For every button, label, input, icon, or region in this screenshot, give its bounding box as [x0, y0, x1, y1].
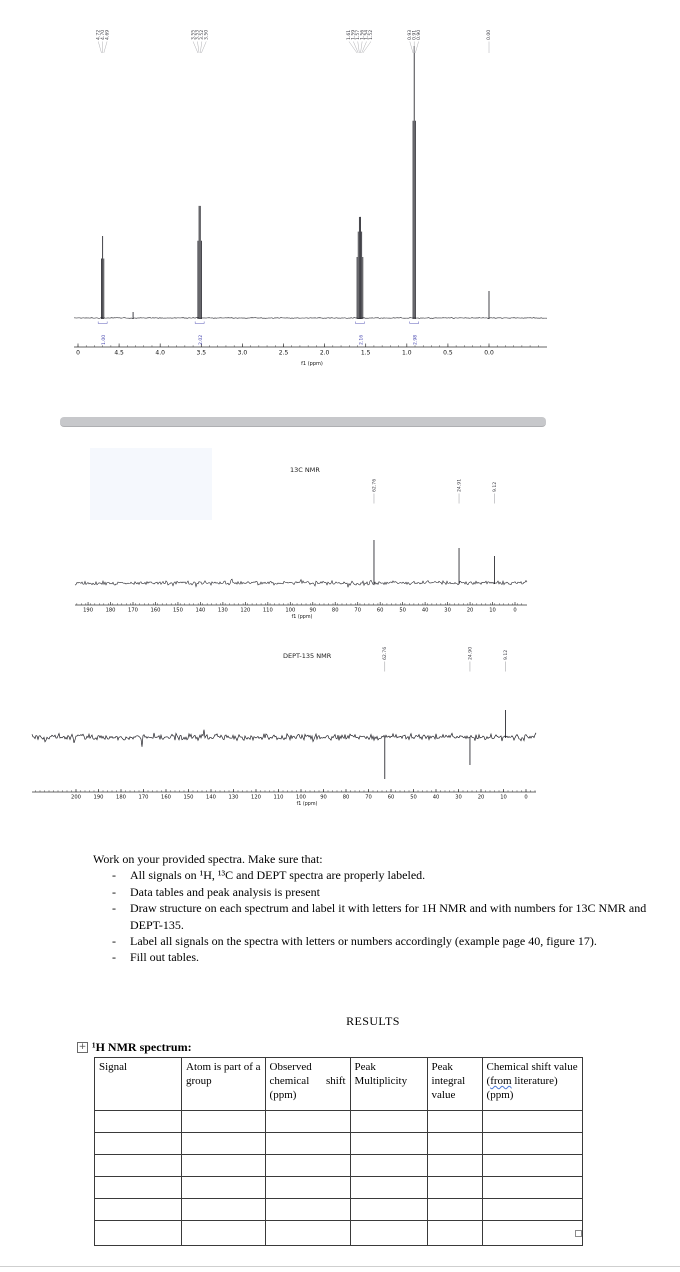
svg-text:0.90: 0.90 [416, 29, 422, 40]
table-row [95, 1177, 583, 1199]
svg-text:1.0: 1.0 [402, 349, 412, 357]
svg-text:3.50: 3.50 [204, 29, 210, 40]
svg-text:9.12: 9.12 [503, 649, 509, 660]
table-cell[interactable] [265, 1155, 350, 1177]
svg-text:190: 190 [83, 607, 94, 614]
table-cell[interactable] [427, 1111, 482, 1133]
svg-text:200: 200 [71, 794, 81, 801]
svg-text:0.5: 0.5 [443, 349, 453, 357]
table-row [95, 1133, 583, 1155]
column-header-literature-shift: Chemical shift value (from literature) (ppm) [482, 1058, 582, 1111]
svg-text:10: 10 [500, 794, 507, 801]
svg-text:0: 0 [76, 349, 80, 357]
column-header-observed-shift: Observed chemical shift (ppm) [265, 1058, 350, 1111]
svg-text:3.52: 3.52 [200, 29, 206, 40]
svg-text:1.00: 1.00 [102, 334, 108, 345]
svg-text:1.5: 1.5 [360, 349, 371, 357]
column-header-multiplicity: Peak Multiplicity [350, 1058, 427, 1111]
table-cell[interactable] [350, 1133, 427, 1155]
svg-text:3.53: 3.53 [195, 29, 201, 40]
table-row [95, 1199, 583, 1221]
table-row [95, 1155, 583, 1177]
table-cell[interactable] [482, 1221, 582, 1246]
svg-text:62.76: 62.76 [383, 646, 389, 660]
h1-table-caption: ¹H NMR spectrum: [92, 1040, 192, 1054]
c13-nmr-title: 13C NMR [290, 466, 320, 474]
svg-text:20: 20 [466, 607, 474, 614]
svg-text:40: 40 [421, 607, 429, 614]
table-cell[interactable] [350, 1155, 427, 1177]
table-cell[interactable] [95, 1177, 182, 1199]
svg-text:30: 30 [444, 607, 451, 614]
table-cell[interactable] [95, 1199, 182, 1221]
table-cell[interactable] [182, 1155, 266, 1177]
svg-text:60: 60 [387, 794, 395, 801]
svg-text:9.12: 9.12 [492, 481, 498, 492]
svg-text:4.72: 4.72 [96, 29, 102, 40]
svg-text:3.55: 3.55 [191, 29, 197, 40]
svg-text:1.59: 1.59 [351, 29, 357, 40]
table-row [95, 1111, 583, 1133]
svg-text:160: 160 [161, 794, 171, 801]
svg-text:30: 30 [455, 794, 462, 801]
table-cell[interactable] [182, 1177, 266, 1199]
svg-text:90: 90 [320, 794, 327, 801]
svg-text:0: 0 [513, 607, 517, 614]
table-cell[interactable] [427, 1133, 482, 1155]
svg-text:24.91: 24.91 [457, 478, 463, 492]
svg-text:20: 20 [477, 794, 485, 801]
results-heading: RESULTS [346, 1014, 400, 1028]
svg-text:1.54: 1.54 [364, 29, 370, 40]
svg-text:10: 10 [489, 607, 496, 614]
page-edge-divider [0, 1266, 680, 1267]
svg-text:4.5: 4.5 [114, 349, 124, 357]
table-cell[interactable] [182, 1199, 266, 1221]
table-cell[interactable] [95, 1111, 182, 1133]
table-cell[interactable] [182, 1133, 266, 1155]
svg-text:4.0: 4.0 [155, 349, 165, 357]
table-cell[interactable] [482, 1133, 582, 1155]
svg-text:0.93: 0.93 [407, 29, 413, 40]
svg-text:120: 120 [240, 607, 251, 614]
svg-text:1.57: 1.57 [355, 29, 361, 40]
svg-text:0: 0 [524, 794, 528, 801]
table-cell[interactable] [427, 1199, 482, 1221]
svg-text:0.00: 0.00 [487, 29, 493, 40]
svg-text:4.69: 4.69 [105, 29, 111, 40]
svg-text:1.52: 1.52 [369, 29, 375, 40]
instruction-bullet: - Draw structure on each spectrum and label it with letters for 1H NMR and with numbers for 13C NMR and DEPT-135. [112, 901, 647, 932]
svg-text:50: 50 [410, 794, 417, 801]
table-cell[interactable] [427, 1221, 482, 1246]
svg-text:2.16: 2.16 [359, 334, 365, 345]
svg-text:80: 80 [331, 607, 339, 614]
table-header-row [95, 1058, 583, 1111]
table-cell[interactable] [427, 1177, 482, 1199]
page-separator-bar [60, 417, 546, 427]
table-cell[interactable] [482, 1111, 582, 1133]
svg-text:80: 80 [342, 794, 350, 801]
instructions-intro: Work on your provided spectra. Make sure that: [93, 852, 323, 866]
table-cell[interactable] [482, 1177, 582, 1199]
svg-text:2.5: 2.5 [278, 349, 289, 357]
svg-text:150: 150 [183, 794, 194, 801]
table-row [95, 1221, 583, 1246]
dept-nmr-spectrum-plot [20, 624, 565, 812]
svg-text:2.98: 2.98 [413, 334, 419, 345]
svg-text:70: 70 [354, 607, 362, 614]
svg-text:110: 110 [273, 794, 284, 801]
svg-text:0.91: 0.91 [412, 29, 418, 40]
table-cell[interactable] [265, 1111, 350, 1133]
svg-text:170: 170 [128, 607, 138, 614]
table-cell[interactable] [265, 1177, 350, 1199]
table-cell[interactable] [95, 1155, 182, 1177]
table-cell[interactable] [265, 1221, 350, 1246]
svg-text:170: 170 [138, 794, 149, 801]
svg-text:70: 70 [365, 794, 372, 801]
svg-text:100: 100 [285, 607, 296, 614]
svg-text:f1 (ppm): f1 (ppm) [296, 802, 318, 807]
svg-text:1.56: 1.56 [360, 29, 366, 40]
svg-text:1.61: 1.61 [347, 29, 353, 40]
table-cell[interactable] [350, 1221, 427, 1246]
svg-text:130: 130 [228, 794, 239, 801]
h1-nmr-table [94, 1057, 583, 1246]
table-cell[interactable] [265, 1133, 350, 1155]
svg-text:160: 160 [150, 607, 161, 614]
table-cell[interactable] [95, 1133, 182, 1155]
svg-text:120: 120 [251, 794, 261, 801]
svg-text:140: 140 [206, 794, 216, 801]
column-header-signal: Signal [95, 1058, 182, 1111]
svg-text:180: 180 [105, 607, 116, 614]
svg-text:130: 130 [217, 607, 228, 614]
table-resize-handle-icon[interactable] [575, 1230, 582, 1237]
table-cell[interactable] [482, 1199, 582, 1221]
svg-text:40: 40 [432, 794, 440, 801]
svg-text:100: 100 [296, 794, 306, 801]
table-cell[interactable] [350, 1111, 427, 1133]
instruction-bullet: - Fill out tables. [112, 950, 199, 965]
svg-text:190: 190 [93, 794, 104, 801]
table-move-handle-icon[interactable]: + [78, 1042, 87, 1052]
column-header-atom-group: Atom is part of a group [182, 1058, 266, 1111]
dept-nmr-title: DEPT-135 NMR [283, 652, 332, 660]
svg-text:90: 90 [309, 607, 317, 614]
table-cell[interactable] [350, 1177, 427, 1199]
svg-text:4.70: 4.70 [100, 29, 106, 40]
svg-text:50: 50 [399, 607, 406, 614]
c13-nmr-spectrum-plot [60, 440, 570, 630]
grammar-underline: from [490, 1075, 512, 1088]
table-cell[interactable] [182, 1221, 266, 1246]
table-cell[interactable] [350, 1199, 427, 1221]
instruction-bullet: - Label all signals on the spectra with letters or numbers accordingly (example page 40, figure 17). [112, 934, 597, 949]
svg-text:3.0: 3.0 [237, 349, 248, 357]
instruction-bullet: - All signals on ¹H, ¹³C and DEPT spectra are properly labeled. [112, 868, 426, 883]
table-cell[interactable] [482, 1155, 582, 1177]
svg-text:150: 150 [172, 607, 183, 614]
column-header-integral: Peak integral value [427, 1058, 482, 1111]
h1-nmr-spectrum-plot [60, 4, 560, 376]
svg-text:62.76: 62.76 [372, 478, 378, 492]
svg-text:f1 (ppm): f1 (ppm) [291, 615, 313, 620]
svg-text:0.0: 0.0 [484, 349, 494, 357]
svg-text:3.5: 3.5 [196, 349, 207, 357]
table-cell[interactable] [427, 1155, 482, 1177]
table-cell[interactable] [95, 1221, 182, 1246]
table-cell[interactable] [182, 1111, 266, 1133]
table-cell[interactable] [265, 1199, 350, 1221]
svg-text:f1 (ppm): f1 (ppm) [301, 361, 323, 367]
instructions-text [93, 851, 655, 966]
svg-text:110: 110 [262, 607, 273, 614]
svg-text:24.90: 24.90 [468, 646, 474, 660]
svg-text:180: 180 [116, 794, 126, 801]
svg-text:140: 140 [195, 607, 206, 614]
svg-text:2.0: 2.0 [319, 349, 330, 357]
svg-text:60: 60 [376, 607, 384, 614]
svg-text:2.02: 2.02 [199, 334, 205, 345]
instruction-bullet: - Data tables and peak analysis is present [112, 884, 320, 899]
